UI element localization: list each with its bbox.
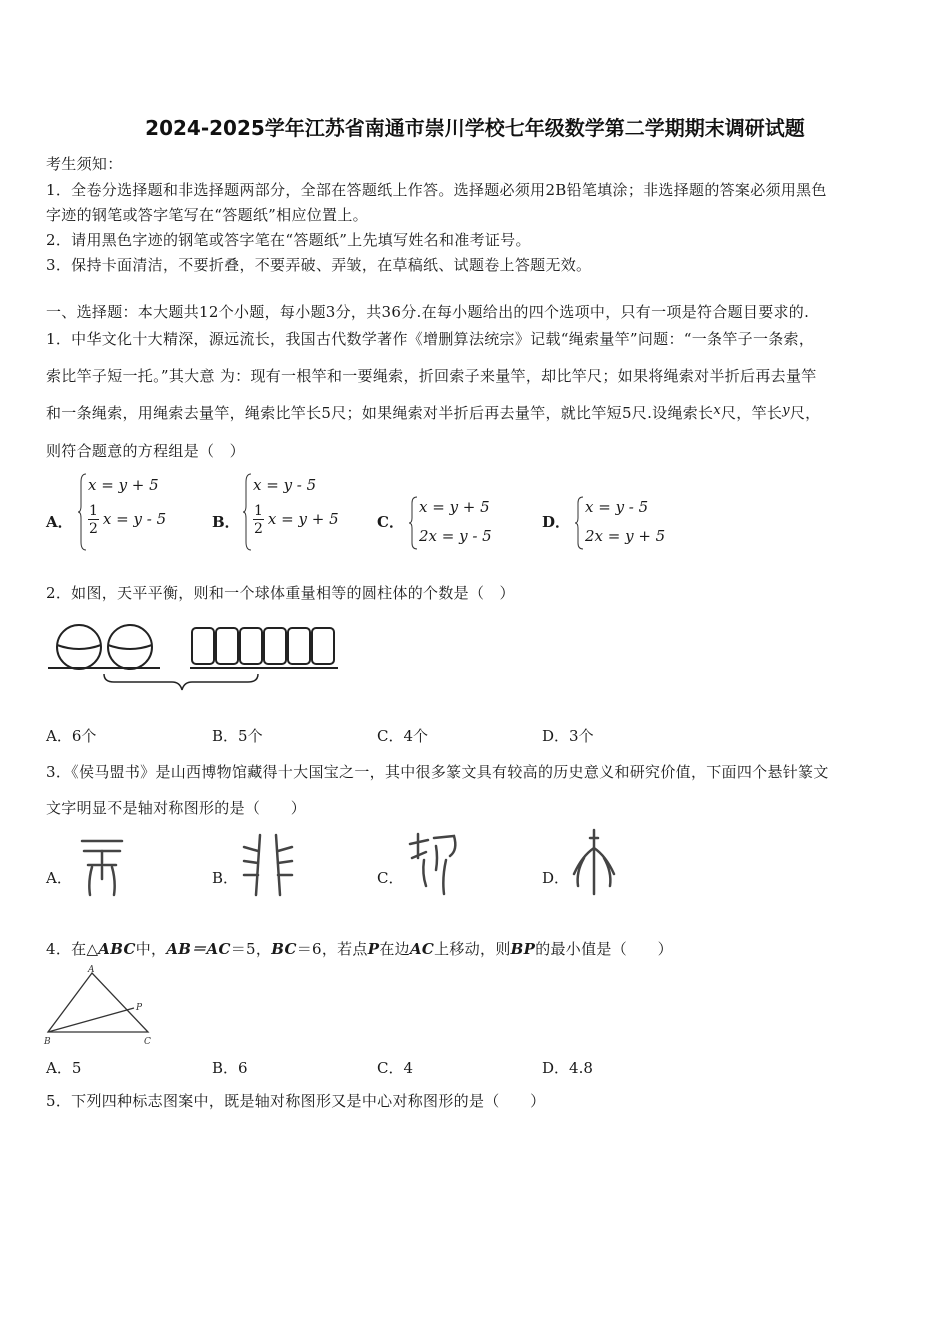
q1-option-c-system: x = y + 5 2x = y - 5 — [409, 495, 519, 551]
section-heading: 一、选择题：本大题共12个小题，每小题3分，共36分.在每小题给出的四个选项中，只有一项是符合题目要求的. — [46, 303, 810, 321]
q1-option-d-label[interactable]: D． — [542, 513, 571, 531]
brace-icon — [243, 472, 253, 552]
q4-option-a[interactable]: A．5 — [46, 1059, 82, 1077]
point-p-label: P — [136, 1003, 143, 1013]
notice-item-1-line-2: 字迹的钢笔或答字笔写在“答题纸”相应位置上。 — [46, 206, 368, 224]
q2-option-a[interactable]: A．6个 — [46, 727, 97, 745]
q2-option-b[interactable]: B．5个 — [212, 727, 263, 745]
notice-item-1-line-1: 1．全卷分选择题和非选择题两部分，全部在答题纸上作答。选择题必须用2B铅笔填涂；非选择题的答案必须用黑色 — [46, 181, 827, 199]
q1-option-b-system: x = y - 5 $\frac{1}{2}$ x = y + 5 — [243, 472, 353, 552]
q1-line-1: 1．中华文化十大精深，源远流长，我国古代数学著作《增删算法统宗》记载“绳索量竿”问题：“一条竿子一条索， — [46, 330, 815, 348]
q3-option-d[interactable]: D． — [542, 869, 570, 887]
var-y: y — [782, 403, 790, 418]
q1-option-c-label[interactable]: C． — [377, 513, 404, 531]
q1-line-4: 则符合题意的方程组是（ ） — [46, 442, 245, 460]
brace-icon — [78, 472, 88, 552]
q2-stem: 2．如图，天平平衡，则和一个球体重量相等的圆柱体的个数是（ ） — [46, 584, 515, 602]
seal-script-char-b — [240, 833, 296, 897]
triangle-figure — [44, 964, 156, 1048]
brace-icon — [575, 495, 585, 551]
notice-item-3: 3．保持卡面清洁，不要折叠，不要弄破、弄皱，在草稿纸、试题卷上答题无效。 — [46, 256, 592, 274]
vertex-a-label: A — [88, 965, 95, 975]
vertex-c-label: C — [144, 1037, 151, 1047]
q2-option-d[interactable]: D．3个 — [542, 727, 594, 745]
var-x: x — [713, 403, 721, 418]
q4-option-d[interactable]: D．4.8 — [542, 1059, 593, 1077]
q4-option-b[interactable]: B．6 — [212, 1059, 248, 1077]
notice-item-2: 2．请用黑色字迹的钢笔或答字笔在“答题纸”上先填写姓名和准考证号。 — [46, 231, 531, 249]
q4-stem: 4．在△ABC中，AB＝AC＝5，BC＝6，若点P在边AC上移动，则BP的最小值是（ ） — [46, 940, 673, 958]
seal-script-char-c — [406, 830, 462, 896]
vertex-b-label: B — [44, 1037, 51, 1047]
q3-line-2: 文字明显不是轴对称图形的是（ ） — [46, 799, 307, 817]
page-title: 2024-2025学年江苏省南通市崇川学校七年级数学第二学期期末调研试题 — [145, 116, 805, 140]
seal-script-char-d — [568, 828, 620, 896]
q5-stem: 5．下列四种标志图案中，既是轴对称图形又是中心对称图形的是（ ） — [46, 1092, 546, 1110]
q1-line-3: 和一条绳索，用绳索去量竿，绳索比竿长5尺；如果绳索对半折后再去量竿，就比竿短5尺.设绳索长x尺，竿长y尺， — [46, 403, 821, 422]
seal-script-char-a — [78, 835, 128, 897]
notice-heading: 考生须知： — [46, 155, 123, 173]
q2-option-c[interactable]: C．4个 — [377, 727, 429, 745]
q1-line-2: 索比竿子短一托。”其大意 为：现有一根竿和一要绳索，折回索子来量竿，却比竿尺；如果将绳索对半折后再去量竿 — [46, 367, 817, 385]
q1-option-a-system: x = y + 5 $\frac{1}{2}$ x = y - 5 — [78, 472, 188, 552]
q3-line-1: 3．《侯马盟书》是山西博物馆藏得十大国宝之一，其中很多篆文具有较高的历史意义和研究价值，下面四个悬针篆文 — [46, 763, 829, 781]
q3-option-b[interactable]: B． — [212, 869, 239, 887]
q3-option-a[interactable]: A． — [46, 869, 72, 887]
q4-option-c[interactable]: C．4 — [377, 1059, 414, 1077]
q1-option-d-system: x = y - 5 2x = y + 5 — [575, 495, 685, 551]
balance-figure — [44, 618, 344, 692]
q1-option-a-label[interactable]: A． — [46, 513, 73, 531]
q1-option-b-label[interactable]: B． — [212, 513, 240, 531]
q3-option-c[interactable]: C． — [377, 869, 404, 887]
brace-icon — [409, 495, 419, 551]
